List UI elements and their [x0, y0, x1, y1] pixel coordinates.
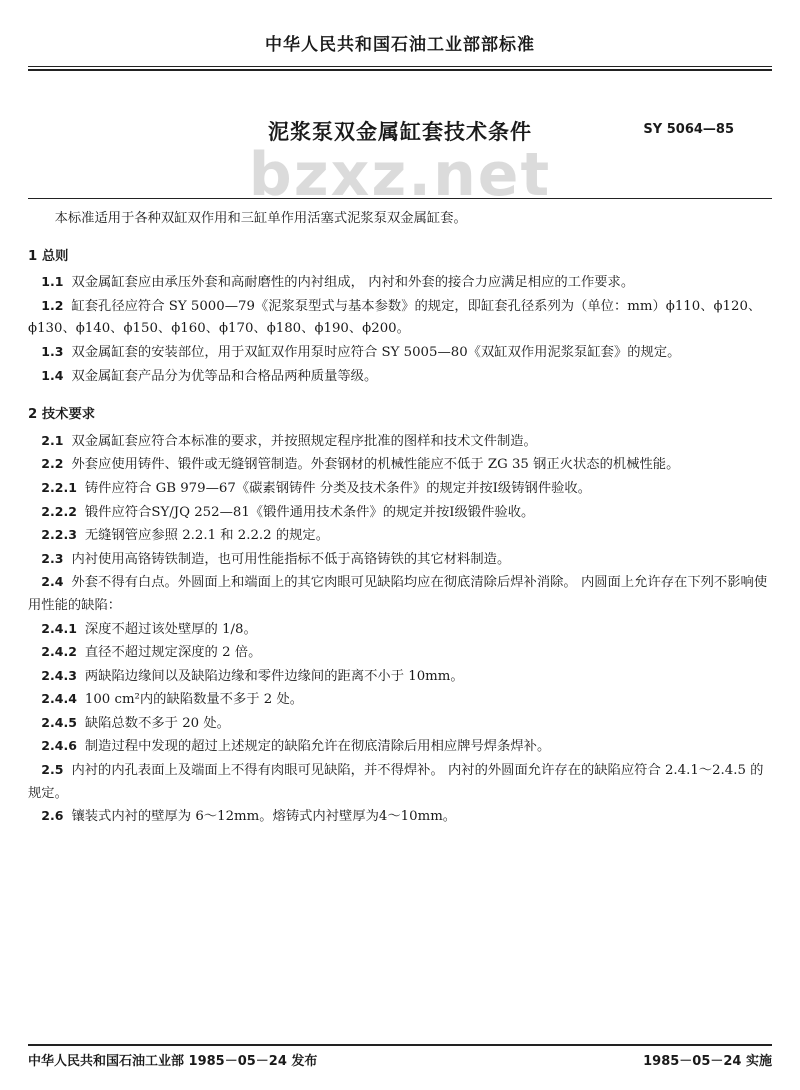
clause-text: 深度不超过该处壁厚的 1/8。	[84, 621, 257, 637]
standard-code: SY 5064—85	[643, 122, 734, 137]
clause	[28, 688, 772, 712]
clause-text: 外套应使用铸件、锻件或无缝钢管制造。外套钢材的机械性能应不低于 ZG 35 钢正火状态的机械性能。	[71, 457, 680, 473]
clause-number: 2.4.6	[41, 738, 77, 754]
document-body	[28, 208, 772, 829]
section-heading: 2 技术要求	[28, 407, 96, 423]
clause-number: 2.1	[41, 432, 64, 448]
clause-number: 1.3	[41, 343, 64, 359]
clause	[28, 341, 772, 365]
issuing-organization-header: 中华人民共和国石油工业部部标准	[265, 35, 535, 55]
clause-text: 无缝钢管应参照 2.2.1 和 2.2.2 的规定。	[84, 528, 330, 544]
clause-text: 缺陷总数不多于 20 处。	[84, 715, 230, 731]
watermark-logo: bzxz.net	[248, 140, 552, 210]
clause	[28, 665, 772, 689]
clause-text: 锻件应符合SY/JQ 252—81《锻件通用技术条件》的规定并按Ⅰ级锻件验收。	[84, 504, 535, 520]
clause-text: 外套不得有白点。外圆面上和端面上的其它肉眼可见缺陷均应在彻底清除后焊补消除。 内圆面上允许存在下列不影响使用性能的缺陷：	[28, 575, 768, 613]
clause-number: 2.4.3	[41, 667, 77, 683]
clause-number: 2.2.1	[41, 479, 77, 495]
clause-number: 2.4	[41, 574, 64, 590]
clause-number: 2.4.5	[41, 714, 77, 730]
clause-number: 2.2	[41, 456, 64, 472]
clause	[28, 477, 772, 501]
clause	[28, 365, 772, 389]
section-heading: 1 总则	[28, 248, 69, 264]
clause	[28, 759, 772, 805]
clause-number: 2.5	[41, 762, 64, 778]
clause-number: 2.2.3	[41, 527, 77, 543]
clause-number: 2.4.4	[41, 691, 77, 707]
clause	[28, 271, 772, 295]
clause-text: 两缺陷边缘间以及缺陷边缘和零件边缘间的距离不小于 10mm。	[84, 668, 464, 684]
clause-text: 制造过程中发现的超过上述规定的缺陷允许在彻底清除后用相应牌号焊条焊补。	[84, 739, 551, 755]
clause-number: 2.6	[41, 808, 64, 824]
clause	[28, 524, 772, 548]
scope-paragraph: 本标准适用于各种双缸双作用和三缸单作用活塞式泥浆泵双金属缸套。	[54, 211, 467, 226]
clause	[28, 735, 772, 759]
clause	[28, 805, 772, 829]
clause-number: 1.4	[41, 367, 64, 383]
clause	[28, 712, 772, 736]
clause	[28, 453, 772, 477]
header-rule-thick	[28, 69, 772, 71]
clause-text: 双金属缸套产品分为优等品和合格品两种质量等级。	[71, 368, 378, 384]
header-rule-thin	[28, 66, 772, 67]
clause-text: 直径不超过规定深度的 2 倍。	[84, 645, 262, 661]
issue-date: 中华人民共和国石油工业部 1985－05－24 发布	[28, 1054, 318, 1069]
clause	[28, 295, 772, 341]
effective-date: 1985－05－24 实施	[643, 1054, 772, 1069]
clause	[28, 618, 772, 642]
clause-number: 2.2.2	[41, 503, 77, 519]
clause	[28, 641, 772, 665]
clause	[28, 501, 772, 525]
clause-text: 镶装式内衬的壁厚为 6～12mm。熔铸式内衬壁厚为4～10mm。	[71, 809, 457, 825]
clause	[28, 548, 772, 572]
clause-text: 双金属缸套的安装部位，用于双缸双作用泵时应符合 SY 5005—80《双缸双作用泥浆泵缸套》的规定。	[71, 344, 681, 360]
clause-number: 2.3	[41, 550, 64, 566]
clause-number: 2.4.2	[41, 644, 77, 660]
clause-number: 1.2	[41, 297, 64, 313]
clause-text: 铸件应符合 GB 979—67《碳素钢铸件 分类及技术条件》的规定并按Ⅰ级铸钢件验收。	[84, 480, 592, 496]
clause-text: 内衬的内孔表面上及端面上不得有肉眼可见缺陷，并不得焊补。 内衬的外圆面允许存在的缺陷应符合 2.4.1～2.4.5 的规定。	[28, 763, 764, 801]
title-rule	[28, 198, 772, 199]
clause-text: 双金属缸套应由承压外套和高耐磨性的内衬组成， 内衬和外套的接合力应满足相应的工作要求。	[71, 275, 635, 291]
clause-text: 100 cm²内的缺陷数量不多于 2 处。	[84, 692, 304, 708]
footer-rule	[28, 1044, 772, 1046]
clause-text: 双金属缸套应符合本标准的要求，并按照规定程序批准的图样和技术文件制造。	[71, 433, 537, 449]
document-title: 泥浆泵双金属缸套技术条件	[268, 120, 532, 144]
clause-text: 缸套孔径应符合 SY 5000—79《泥浆泵型式与基本参数》的规定，即缸套孔径系列为（单位：mm）ϕ110、ϕ120、ϕ130、ϕ140、ϕ150、ϕ160、ϕ170、ϕ180、ϕ190、ϕ200。	[28, 298, 762, 337]
clause	[28, 571, 772, 617]
clause	[28, 430, 772, 454]
clause-number: 1.1	[41, 274, 64, 290]
clause-text: 内衬使用高铬铸铁制造，也可用性能指标不低于高铬铸铁的其它材料制造。	[71, 551, 511, 567]
clause-number: 2.4.1	[41, 620, 77, 636]
